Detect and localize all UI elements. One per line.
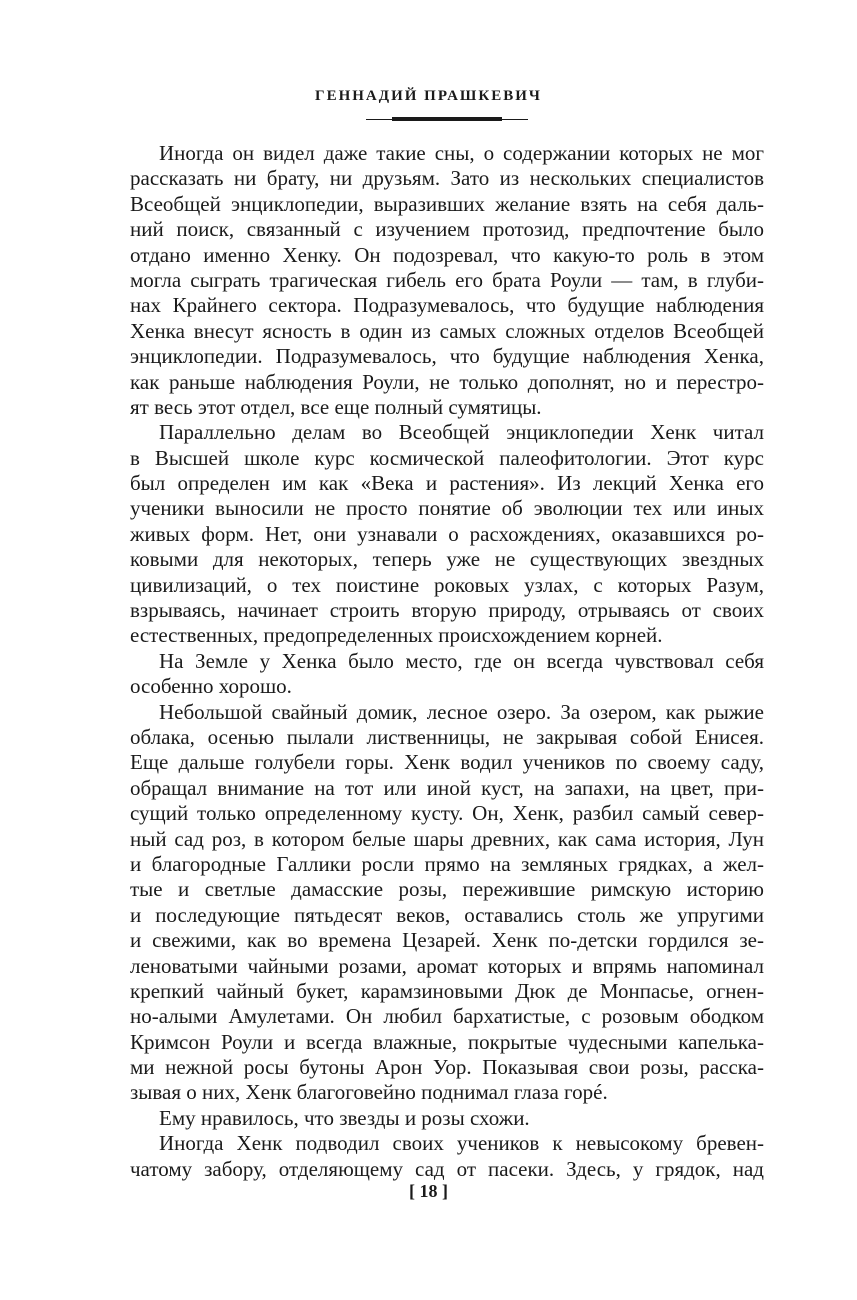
text-line: зывая о них, Хенк благоговейно поднимал глаза горé. [130, 1080, 608, 1105]
text-line: взрываясь, начинает строить вторую природу, отрываясь от своих [130, 598, 764, 623]
text-line: особенно хорошо. [130, 674, 292, 699]
text-line: обращал внимание на тот или иной куст, на запахи, на цвет, при- [130, 775, 764, 800]
running-header-author: ГЕННАДИЙ ПРАШКЕВИЧ [315, 88, 542, 104]
text-line: как раньше наблюдения Роули, не только дополнят, но и перестро- [130, 369, 764, 394]
text-line: рассказать ни брату, ни друзьям. Зато из нескольких специалистов [130, 166, 764, 191]
header-rule-thick [392, 117, 502, 121]
text-line: ковыми для некоторых, теперь уже не существующих звездных [130, 547, 764, 572]
text-line: чатому забору, отделяющему сад от пасеки. Здесь, у грядок, над [130, 1156, 764, 1181]
text-line: живых форм. Нет, они узнавали о расхождениях, оказавшихся ро- [130, 521, 764, 546]
text-line: ми нежной росы бутоны Арон Уор. Показывая свои розы, расска- [130, 1055, 764, 1080]
text-line: и свежими, как во времена Цезарей. Хенк по-детски гордился зе- [130, 928, 764, 953]
text-line: и последующие пятьдесят веков, оставались столь же упругими [130, 902, 764, 927]
text-line: Всеобщей энциклопедии, выразивших желание взять на себя даль- [130, 191, 764, 216]
text-line: естественных, предопределенных происхождением корней. [130, 623, 663, 648]
text-line: Хенка внесут ясность в один из самых сложных отделов Всеобщей [130, 318, 764, 343]
text-line: крепкий чайный букет, карамзиновыми Дюк де Монпасье, огнен- [130, 978, 764, 1003]
text-line: отдано именно Хенку. Он подозревал, что какую-то роль в этом [130, 242, 764, 267]
text-line: сущий только определенному кусту. Он, Хенк, разбил самый север- [130, 801, 764, 826]
text-line: На Земле у Хенка было место, где он всегда чувствовал себя [159, 648, 764, 673]
text-line: леноватыми чайными розами, аромат которых и впрямь напоминал [130, 953, 764, 978]
text-line: в Высшей школе курс космической палеофитологии. Этот курс [130, 445, 764, 470]
text-line: ученики выносили не просто понятие об эволюции тех или иных [130, 496, 764, 521]
text-line: могла сыграть трагическая гибель его брата Роули — там, в глуби- [130, 267, 764, 292]
text-line: ят весь этот отдел, все еще полный сумятицы. [130, 394, 542, 419]
body-text [130, 141, 764, 1182]
text-line: но-алыми Амулетами. Он любил бархатистые, с розовым ободком [130, 1004, 764, 1029]
text-line: энциклопедии. Подразумевалось, что будущие наблюдения Хенка, [130, 344, 764, 369]
text-line: цивилизаций, о тех поистине роковых узлах, с которых Разум, [130, 572, 764, 597]
text-line: Иногда он видел даже такие сны, о содержании которых не мог [159, 141, 764, 165]
text-line: Ему нравилось, что звезды и розы схожи. [159, 1105, 530, 1130]
text-line: Иногда Хенк подводил своих учеников к невысокому бревен- [159, 1131, 764, 1156]
text-line: нах Крайнего сектора. Подразумевалось, что будущие наблюдения [130, 293, 764, 318]
page-number: [ 18 ] [409, 1181, 448, 1201]
text-line: Еще дальше голубели горы. Хенк водил учеников по своему саду, [130, 750, 764, 775]
text-line: ный сад роз, в котором белые шары древних, как сама история, Лун [130, 826, 764, 851]
text-line: облака, осенью пылали лиственницы, не закрывая собой Енисея. [130, 724, 764, 749]
text-line: Кримсон Роули и всегда влажные, покрытые чудесными капелька- [130, 1029, 764, 1054]
text-line: Небольшой свайный домик, лесное озеро. За озером, как рыжие [159, 699, 764, 724]
text-line: тые и светлые дамасские розы, пережившие римскую историю [130, 877, 764, 902]
text-line: Параллельно делам во Всеобщей энциклопедии Хенк читал [159, 420, 764, 445]
text-line: и благородные Галлики росли прямо на земляных грядках, а жел- [130, 851, 764, 876]
text-line: ний поиск, связанный с изучением протозид, предпочтение было [130, 217, 764, 242]
text-line: был определен им как «Века и растения». Из лекций Хенка его [130, 471, 764, 496]
